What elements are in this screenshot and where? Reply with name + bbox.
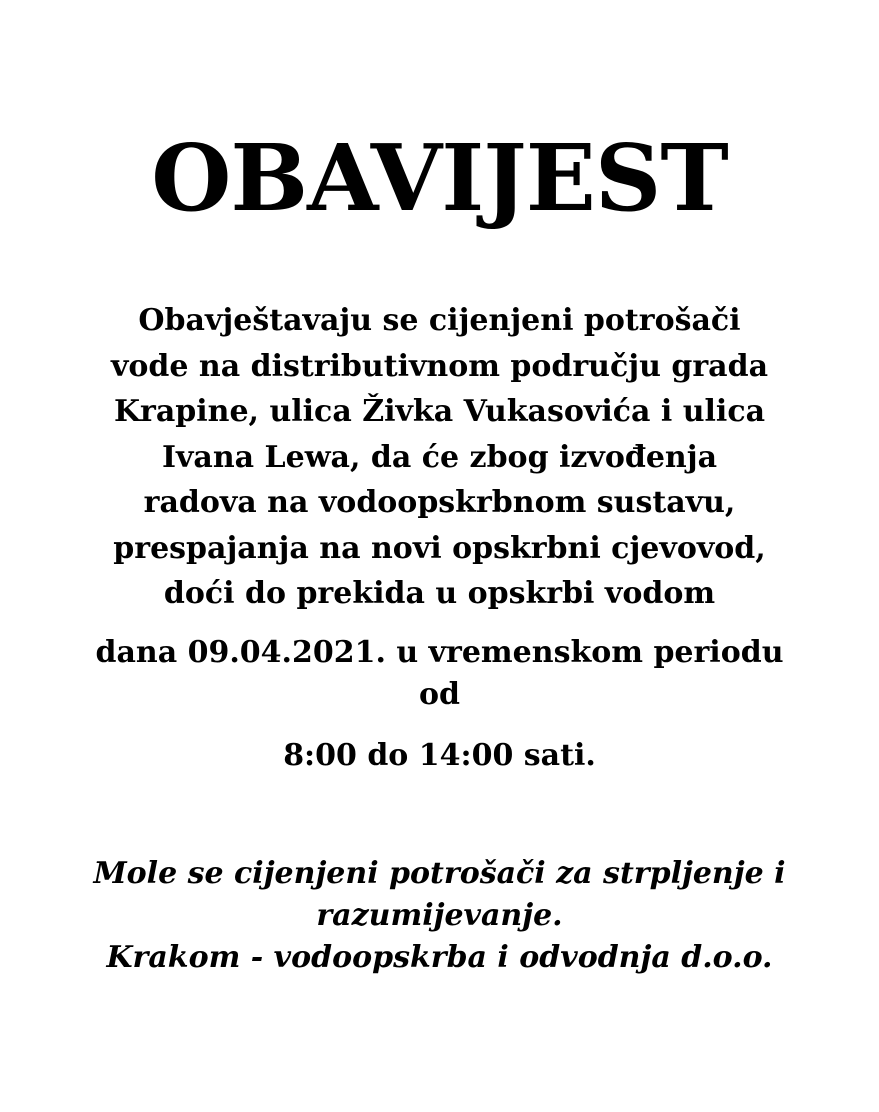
- body-line: radova na vodoopskrbnom sustavu,: [143, 485, 736, 520]
- body-line: prespajanja na novi opskrbni cjevovod,: [113, 530, 766, 566]
- body-line: Krapine, ulica Živka Vukasovića i ulica: [113, 394, 766, 429]
- body-line: Ivana Lewa, da će zbog izvođenja: [161, 439, 718, 475]
- outage-date: [40, 632, 839, 716]
- notice-body: [40, 298, 839, 617]
- body-line: vode na distributivnom području grada: [110, 348, 769, 384]
- closing-line: Mole se cijenjeni potrošači za strpljenje i: [93, 856, 786, 891]
- date-line: dana 09.04.2021. u vremenskom periodu: [95, 635, 784, 670]
- outage-time: 8:00 do 14:00 sati.: [283, 738, 596, 773]
- body-line: Obavještavaju se cijenjeni potrošači: [138, 303, 741, 338]
- date-line: od: [419, 677, 460, 712]
- closing-line: razumijevanje.: [316, 898, 563, 933]
- closing-note: [40, 853, 839, 979]
- company-signature: Krakom - vodoopskrba i odvodnja d.o.o.: [106, 940, 773, 975]
- notice-title: OBAVIJEST: [151, 124, 728, 232]
- body-line: doći do prekida u opskrbi vodom: [163, 576, 716, 611]
